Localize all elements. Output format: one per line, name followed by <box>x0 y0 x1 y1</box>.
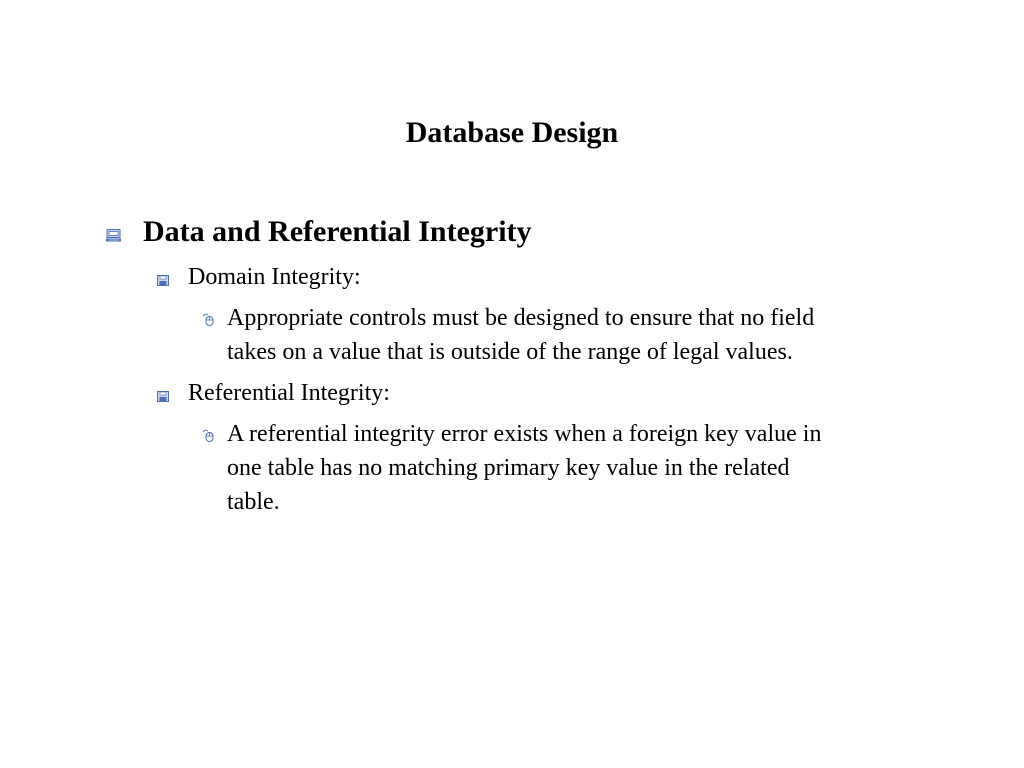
bullet-text: Referential Integrity: <box>188 380 390 406</box>
bullet-line: takes on a value that is outside of the range of legal values. <box>227 339 793 365</box>
bullet-line: Appropriate controls must be designed to ensure that no field <box>227 305 815 331</box>
bullet-line: A referential integrity error exists when a foreign key value in <box>227 421 822 447</box>
mouse-icon <box>201 313 215 326</box>
bullet-line: table. <box>227 489 280 515</box>
floppy-disk-icon <box>157 273 169 284</box>
bullet-line: one table has no matching primary key value in the related <box>227 455 790 481</box>
floppy-disk-icon <box>157 389 169 400</box>
bullet-text: Domain Integrity: <box>188 264 361 290</box>
mouse-icon <box>201 429 215 442</box>
bullet-text <box>227 301 814 369</box>
bullet-text: Data and Referential Integrity <box>143 215 532 248</box>
bullet-text <box>227 417 821 519</box>
computer-icon <box>106 229 121 242</box>
slide-title: Database Design <box>405 116 619 149</box>
